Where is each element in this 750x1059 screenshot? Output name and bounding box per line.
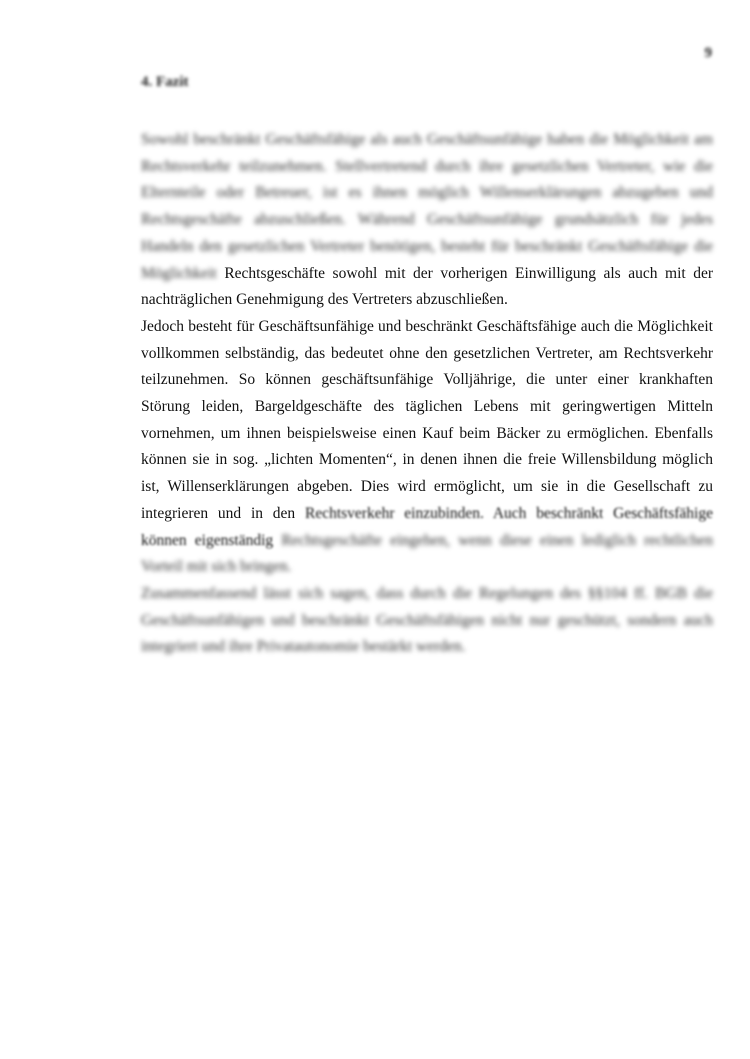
paragraph-2-visible-text: Jedoch besteht für Geschäftsunfähige und beschränkt Geschäftsfähige auch die Möglichkeit vollkommen selbständig, das bedeutet ohne den gesetzlichen Vertreter, am Rechtsverkehr teilzunehmen. So können geschäftsunfähige Volljährige, die unter einer krankhaften Störung leiden, Bargeldgeschäfte des täglichen Lebens mit geringwertigen Mitteln vornehmen, um ihnen beispielsweise einen Kauf beim Bäcker zu ermöglichen. Ebenfalls können sie in sog. „lichten Momenten“, in denen ihnen die freie Willensbildung möglich ist, Willenserklärungen abgeben. Dies wird ermöglicht, um sie in die Gesellschaft zu integrieren und in den xyxy=(141,317,713,522)
paragraph-1 xyxy=(141,127,713,314)
paragraph-2-partially-blurred-text: Rechtsverkehr einzubinden. Auch beschränkt Geschäftsfähige können eigenständig xyxy=(141,504,713,549)
paragraph-2-blurred-text: Rechtsgeschäfte eingehen, wenn diese einen lediglich rechtlichen Vorteil mit sich bringen. xyxy=(141,531,713,576)
page-number: 9 xyxy=(704,45,712,61)
paragraph-2 xyxy=(141,314,713,581)
paragraph-3-blurred-text: Zusammenfassend lässt sich sagen, dass durch die Regelungen des §§104 ff. BGB die Geschäftsunfähigen und beschränkt Geschäftsfähigen nicht nur geschützt, sondern auch integriert und ihre Privatautonomie bestärkt werden. xyxy=(141,584,713,656)
paragraph-1-blurred-text: Sowohl beschränkt Geschäftsfähige als auch Geschäftsunfähige haben die Möglichkeit am Rechtsverkehr teilzunehmen. Stellvertretend durch ihre gesetzlichen Vertreter, wie die Elternteile oder Betreuer, ist es ihnen möglich Willenserklärungen abzugeben und Rechtsgeschäfte abzuschließen. Während Geschäftsunfähige grundsätzlich für jedes Handeln den gesetzlichen Vertreter benötigen, besteht für beschränkt Geschäftsfähige die Möglichkeit xyxy=(141,131,713,282)
section-heading: 4. Fazit xyxy=(141,74,189,90)
paragraph-3 xyxy=(141,581,713,661)
body-text xyxy=(141,127,713,661)
paragraph-1-visible-text: Rechtsgeschäfte sowohl mit der vorherigen Einwilligung als auch mit der nachträglichen Genehmigung des Vertreters abzuschließen. xyxy=(141,264,714,309)
